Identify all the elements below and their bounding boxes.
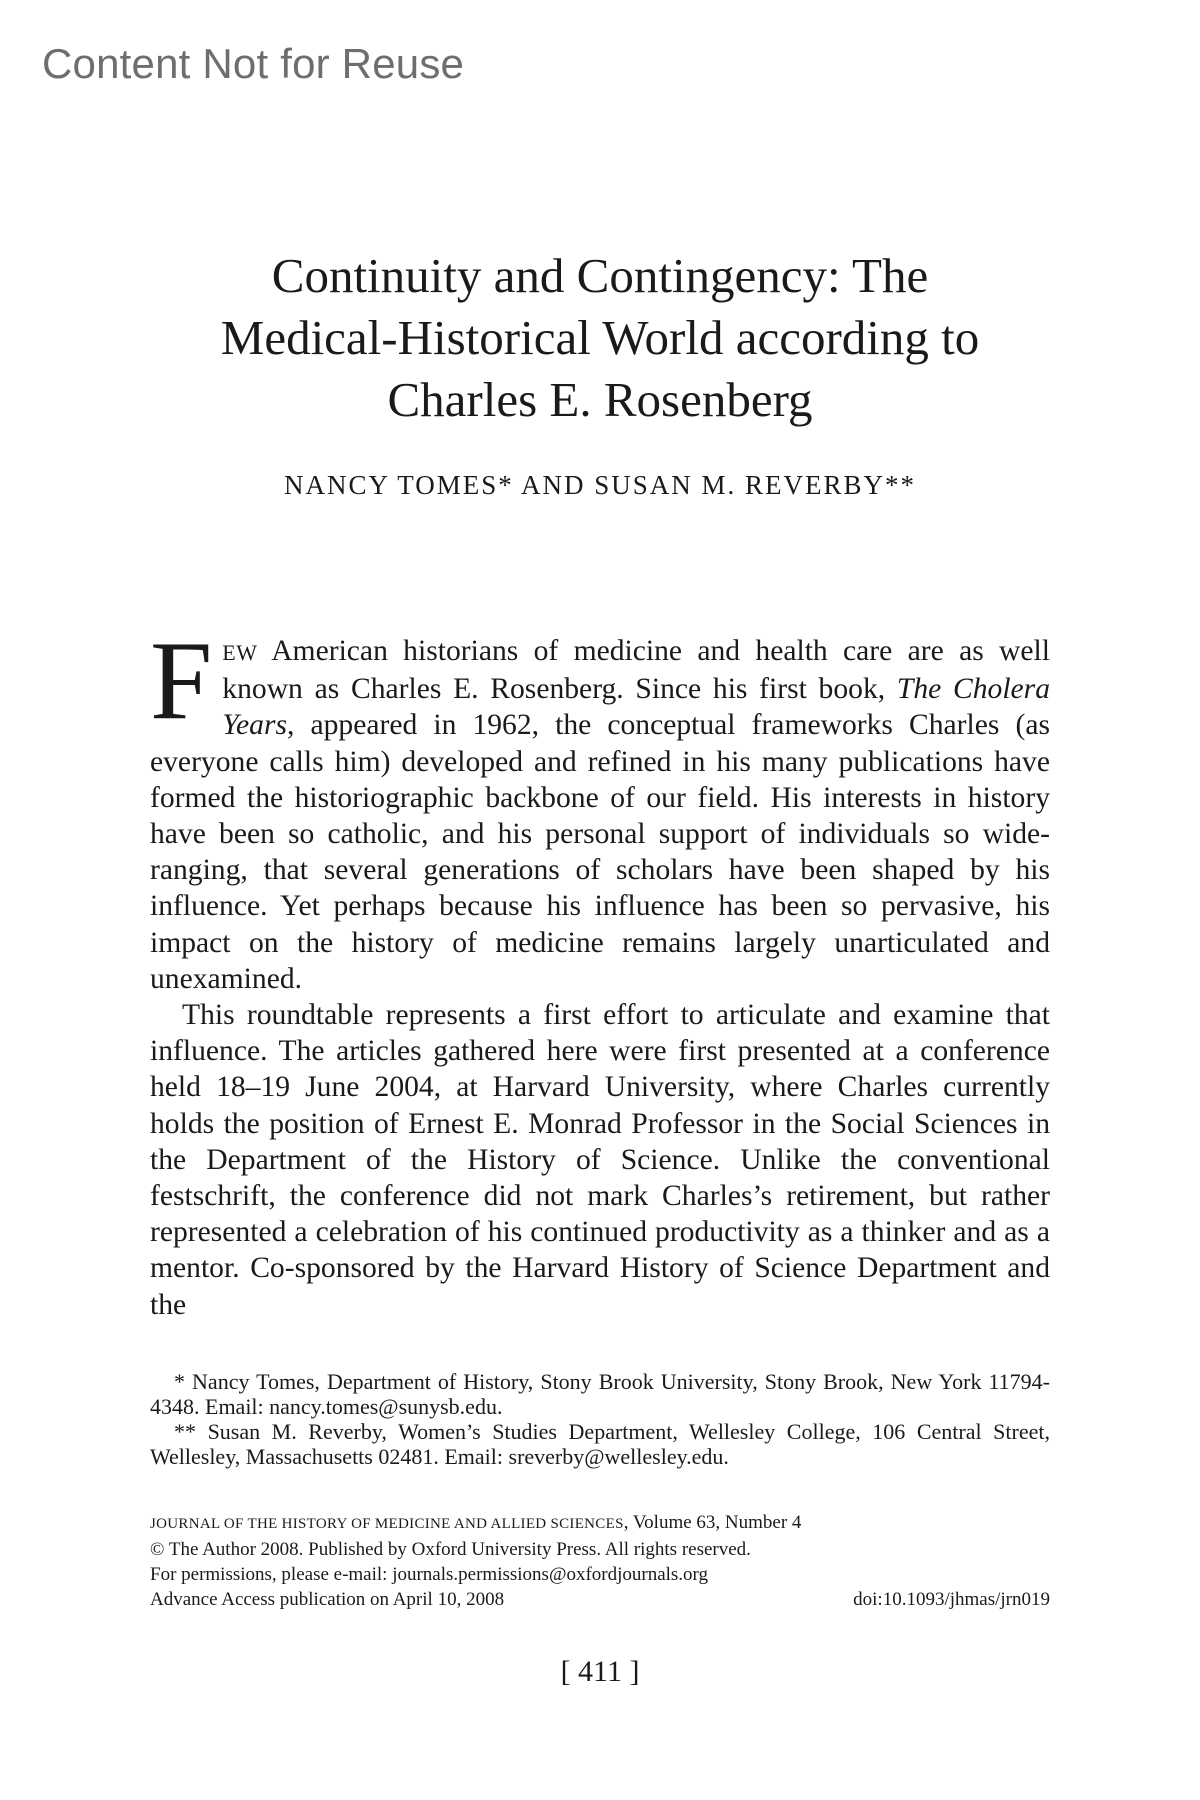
watermark-text: Content Not for Reuse xyxy=(42,40,465,87)
title-line-2: Medical-Historical World according to xyxy=(220,310,980,365)
advance-access-line: Advance Access publication on April 10, 2008 xyxy=(150,1589,505,1610)
paragraph-1-text-b: , appeared in 1962, the conceptual frameworks Charles (as everyone calls him) developed and refined in his many publications have formed the historiographic backbone of our field. His interests in history have been so catholic, and his personal support of individuals so wide-ranging, that several generations of scholars have been shaped by his influence. Yet perhaps because his influence has been so pervasive, his impact on the history of medicine remains largely unarticulated and unexamined. xyxy=(150,709,1050,995)
footnote-1: * Nancy Tomes, Department of History, Stony Brook University, Stony Brook, New York 11794-4348. Email: nancy.tomes@sunysb.edu. xyxy=(150,1369,1050,1419)
body-paragraph-1 xyxy=(150,619,1050,997)
article-title xyxy=(150,245,1050,431)
doi-text: doi:10.1093/jhmas/jrn019 xyxy=(853,1589,1050,1610)
journal-name: JOURNAL OF THE HISTORY OF MEDICINE AND ALLIED SCIENCES xyxy=(150,1516,624,1532)
footnote-2: ** Susan M. Reverby, Women’s Studies Department, Wellesley College, 106 Central Street, Wellesley, Massachusetts 02481. Email: sreverby@wellesley.edu. xyxy=(150,1419,1050,1469)
footnotes xyxy=(150,1369,1050,1469)
page-number: [ 411 ] xyxy=(560,1655,640,1688)
journal-volume: , Volume 63, Number 4 xyxy=(623,1512,802,1533)
drop-cap: F xyxy=(150,619,213,743)
publication-row xyxy=(150,1587,1050,1612)
title-line-3: Charles E. Rosenberg xyxy=(387,372,813,427)
journal-info xyxy=(150,1510,1050,1612)
author-byline: NANCY TOMES* AND SUSAN M. REVERBY** xyxy=(283,470,917,500)
body-paragraph-2: This roundtable represents a first effort to articulate and examine that influence. The articles gathered here were first presented at a conference held 18–19 June 2004, at Harvard University, where Charles currently holds the position of Ernest E. Monrad Professor in the Social Sciences in the Department of the History of Science. Unlike the conventional festschrift, the conference did not mark Charles’s retirement, but rather represented a celebration of his continued productivity as a thinker and as a mentor. Co-sponsored by the Harvard History of Science Department and the xyxy=(150,999,1050,1321)
journal-citation-line xyxy=(150,1510,1050,1537)
copyright-line: © The Author 2008. Published by Oxford University Press. All rights reserved. xyxy=(150,1539,751,1560)
small-caps-lead: EW xyxy=(222,640,258,665)
title-line-1: Continuity and Contingency: The xyxy=(271,248,929,303)
permissions-line: For permissions, please e-mail: journals.permissions@oxfordjournals.org xyxy=(150,1564,709,1585)
book-title-italic: The Cholera Years xyxy=(222,673,1050,742)
paragraph-1-text-a: American historians of medicine and health care are as well known as Charles E. Rosenberg. Since his first book, xyxy=(222,635,1050,706)
article-body xyxy=(150,619,1050,1323)
